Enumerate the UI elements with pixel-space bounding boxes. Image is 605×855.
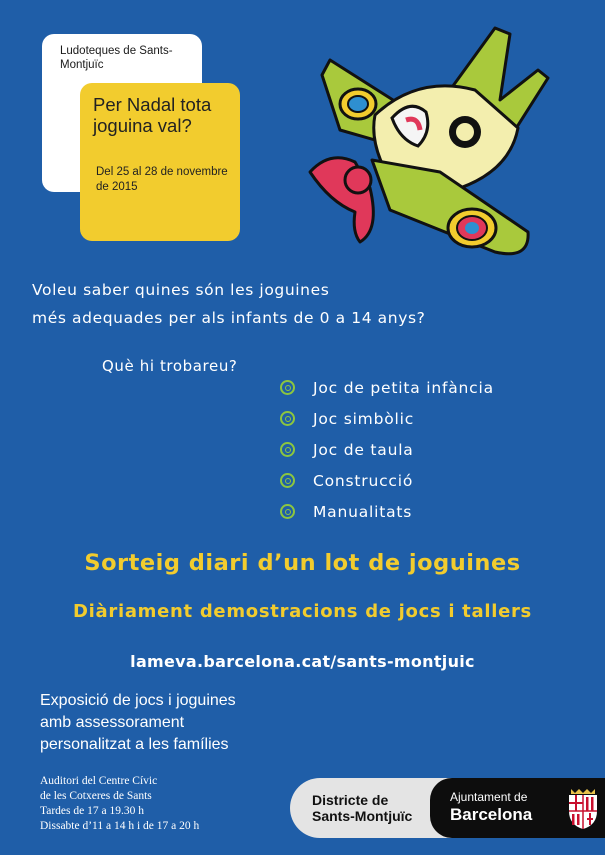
list-item [280, 465, 494, 496]
green-circle-bullet-icon [280, 380, 295, 395]
green-circle-bullet-icon [280, 411, 295, 426]
categories-list [280, 372, 494, 527]
barcelona-shield-icon [565, 787, 601, 831]
venue-line-4: Dissabte d’11 a 14 h i de 17 a 20 h [40, 820, 200, 832]
district-logo-text [312, 792, 412, 824]
venue-line-1: Auditori del Centre Cívic [40, 775, 158, 787]
venue-info [40, 774, 300, 834]
city-logo-line-2: Barcelona [450, 805, 533, 824]
list-item [280, 372, 494, 403]
green-circle-bullet-icon [280, 442, 295, 457]
organizer-label: Ludoteques de Sants-Montjuïc [60, 45, 173, 71]
district-logo-line-2: Sants-Montjuïc [312, 808, 413, 824]
toy-airplane-illustration [300, 20, 570, 260]
intro-line-2: més adequades per als infants de 0 a 14 anys? [32, 309, 426, 327]
exhibition-text [40, 690, 300, 756]
city-council-logo [430, 778, 605, 838]
event-card [80, 83, 240, 241]
green-circle-bullet-icon [280, 473, 295, 488]
intro-line-1: Voleu saber quines són les joguines [32, 281, 330, 299]
venue-line-3: Tardes de 17 a 19.30 h [40, 805, 144, 817]
exhibition-line-3: personalitzat a les famílies [40, 736, 229, 753]
plane-roundel-bottom [448, 209, 496, 247]
category-label: Joc de petita infància [313, 378, 494, 397]
event-title: Per Nadal tota joguina val? [93, 94, 212, 136]
category-label: Construcció [313, 471, 414, 490]
category-label: Joc simbòlic [313, 409, 415, 428]
website-link[interactable]: lameva.barcelona.cat/sants-montjuic [130, 652, 475, 671]
plane-roundel-top [340, 89, 376, 119]
list-item [280, 434, 494, 465]
city-logo-line-1: Ajuntament de [450, 790, 528, 804]
event-dates: Del 25 al 28 de novembre de 2015 [96, 166, 228, 193]
list-item [280, 496, 494, 527]
district-logo-line-1: Districte de [312, 792, 389, 808]
raffle-headline: Sorteig diari d’un lot de joguines [84, 550, 521, 576]
plane-nose [345, 167, 371, 193]
demos-headline: Diàriament demostracions de jocs i tallers [73, 601, 532, 622]
exhibition-line-1: Exposició de jocs i joguines [40, 692, 236, 709]
list-item [280, 403, 494, 434]
category-label: Joc de taula [313, 440, 414, 459]
plane-window-inner [456, 123, 474, 141]
green-circle-bullet-icon [280, 504, 295, 519]
exhibition-line-2: amb assessorament [40, 714, 185, 731]
venue-line-2: de les Cotxeres de Sants [40, 790, 152, 802]
category-label: Manualitats [313, 502, 413, 521]
categories-heading: Què hi trobareu? [102, 357, 238, 375]
intro-text [32, 276, 572, 332]
